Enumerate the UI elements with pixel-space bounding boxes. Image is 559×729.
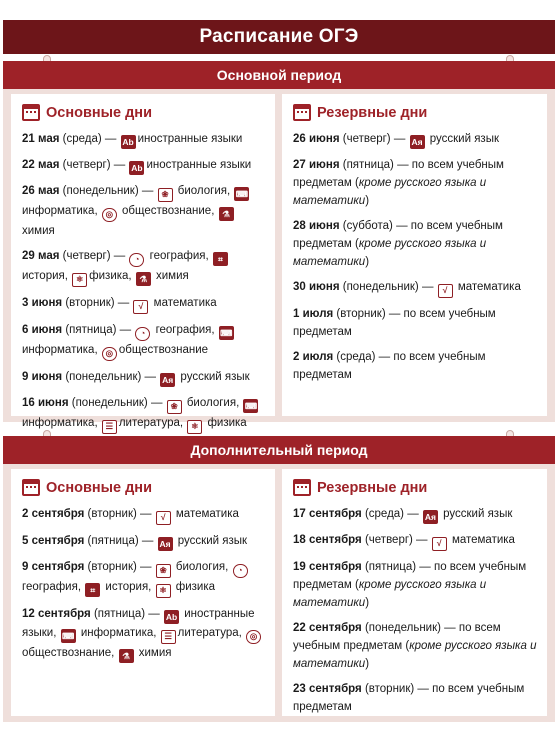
entry-date: 21 мая: [22, 133, 60, 145]
informatics-icon: ⌨: [244, 401, 258, 411]
entry-date: 6 июня: [22, 324, 63, 336]
entry-text: биология,: [183, 397, 243, 409]
schedule-entry: [293, 217, 539, 271]
entry-text: ): [365, 195, 370, 207]
entries-list: [293, 505, 539, 716]
entry-text: химия: [135, 647, 172, 659]
main-days-panel: [11, 94, 275, 431]
reserve-days-panel: [282, 469, 547, 716]
entry-text: (среда) —: [59, 133, 120, 145]
entry-text: (четверг) —: [339, 133, 409, 145]
entry-text: (вторник) — по всем учебным предметам: [293, 308, 496, 338]
schedule-entry: [293, 156, 539, 210]
entry-text: иностранные языки,: [22, 608, 255, 639]
schedule-entry: [22, 247, 267, 287]
entry-note: кроме русского языка и математики: [293, 177, 487, 207]
schedule-entry: [293, 130, 539, 149]
entry-text: (пятница) —: [90, 608, 163, 620]
additional-period-section: [3, 436, 555, 722]
entry-text: история,: [102, 581, 155, 593]
entry-text: ): [365, 256, 370, 268]
entry-text: (вторник) —: [84, 508, 155, 520]
schedule-entry: [22, 558, 267, 598]
entry-text: (понедельник) —: [59, 185, 157, 197]
biology-icon: ❀: [158, 188, 173, 202]
entries-list: [22, 130, 267, 434]
entry-text: география,: [152, 324, 218, 336]
schedule-entry: [293, 619, 539, 673]
entry-note: кроме русского языка и математики: [293, 238, 487, 268]
entry-date: 30 июня: [293, 281, 340, 293]
entry-date: 12 сентября: [22, 608, 91, 620]
entry-text: иностранные языки: [146, 159, 252, 171]
period-header: [3, 436, 555, 464]
schedule-entry: [293, 278, 539, 298]
calendar-icon: [22, 479, 40, 496]
history-icon: ⌗: [85, 583, 100, 597]
chemistry-icon: ⚗: [136, 272, 151, 286]
schedule-entry: [293, 348, 539, 384]
entry-text: (понедельник) —: [62, 371, 160, 383]
entry-text: химия: [22, 225, 55, 237]
schedule-entry: [22, 605, 267, 663]
schedule-entry: [22, 321, 267, 361]
entry-text: математика: [448, 534, 515, 546]
social-studies-icon: ◎: [102, 347, 117, 361]
informatics-icon: ⌨: [235, 189, 249, 199]
physics-icon: ⚛: [156, 584, 171, 598]
entry-text: иностранные языки: [137, 133, 243, 145]
entry-date: 16 июня: [22, 397, 69, 409]
entry-date: 26 мая: [22, 185, 60, 197]
schedule-entry: [293, 531, 539, 551]
russian-icon: Ая: [162, 375, 174, 385]
entry-text: химия: [152, 270, 189, 282]
entry-text: (пятница) —: [84, 535, 157, 547]
entry-text: география,: [22, 581, 85, 593]
math-icon: √: [156, 511, 171, 525]
entry-text: литература,: [118, 417, 187, 429]
entry-text: литература,: [177, 627, 246, 639]
entry-text: (понедельник) —: [339, 281, 437, 293]
main-days-panel: [11, 469, 275, 716]
entry-date: 27 июня: [293, 159, 340, 171]
entry-text: обществознание: [118, 344, 209, 356]
literature-icon: ☰: [161, 630, 176, 644]
entry-date: 18 сентября: [293, 534, 362, 546]
entry-text: математика: [172, 508, 239, 520]
entry-text: информатика,: [22, 205, 101, 217]
geography-icon: ◔: [129, 253, 144, 267]
calendar-icon: [22, 104, 40, 121]
entry-text: ): [365, 658, 370, 670]
entry-date: 2 сентября: [22, 508, 85, 520]
chemistry-icon: ⚗: [219, 207, 234, 221]
period-header: [3, 61, 555, 89]
schedule-entry: [22, 182, 267, 240]
biology-icon: ❀: [167, 400, 182, 414]
math-icon: √: [432, 537, 447, 551]
entry-text: (среда) — по всем учебным предметам: [293, 351, 486, 381]
schedule-entry: [293, 680, 539, 716]
page-title: Расписание ОГЭ: [199, 26, 359, 47]
math-icon: √: [133, 300, 148, 314]
entry-text: (пятница) — по всем учебным предметам (: [293, 159, 504, 189]
panel-header: [293, 479, 539, 496]
history-icon: ⌗: [213, 252, 228, 266]
panel-header: [293, 104, 539, 121]
entry-text: (суббота) — по всем учебным предметам (: [293, 220, 503, 250]
physics-icon: ⚛: [187, 420, 202, 434]
schedule-entry: [293, 305, 539, 341]
entry-text: (четверг) —: [361, 534, 431, 546]
schedule-entry: [22, 505, 267, 525]
social-studies-icon: ◎: [102, 208, 117, 222]
entry-text: (пятница) —: [62, 324, 135, 336]
entry-date: 9 июня: [22, 371, 63, 383]
entry-text: история,: [22, 270, 72, 282]
entry-text: физика,: [89, 270, 135, 282]
entry-text: биология,: [172, 561, 232, 573]
entry-text: русский язык: [174, 535, 248, 547]
entry-text: физика: [172, 581, 216, 593]
russian-icon: Ая: [424, 512, 436, 522]
entry-text: (четверг) —: [59, 250, 129, 262]
schedule-entry: [293, 505, 539, 524]
schedule-entry: [22, 532, 267, 551]
entry-text: география,: [146, 250, 212, 262]
schedule-entry: [22, 368, 267, 387]
entry-date: 22 мая: [22, 159, 60, 171]
entry-text: (понедельник) — по всем учебным предметам (: [293, 622, 501, 652]
entry-text: математика: [454, 281, 521, 293]
entry-text: русский язык: [177, 371, 250, 383]
entry-text: математика: [150, 297, 217, 309]
math-icon: √: [438, 284, 453, 298]
panel-title: Резервные дни: [317, 104, 428, 121]
entry-text: информатика,: [77, 627, 160, 639]
entry-text: информатика,: [22, 344, 101, 356]
biology-icon: ❀: [156, 564, 171, 578]
reserve-days-panel: [282, 94, 547, 416]
schedule-entry: [22, 156, 267, 175]
entry-text: (среда) —: [361, 508, 422, 520]
entry-text: (вторник) —: [62, 297, 133, 309]
calendar-icon: [293, 104, 311, 121]
calendar-icon: [293, 479, 311, 496]
russian-icon: Ая: [411, 137, 423, 147]
schedule-entry: [22, 294, 267, 314]
panel-title: Основные дни: [46, 104, 152, 121]
entry-note: кроме русского языка и математики: [293, 579, 487, 609]
period-title: Основной период: [216, 67, 342, 83]
entry-date: 3 июня: [22, 297, 63, 309]
entry-text: (понедельник) —: [68, 397, 166, 409]
panel-header: [22, 479, 267, 496]
entry-text: физика: [204, 417, 247, 429]
entry-note: кроме русского языка и математики: [293, 640, 537, 670]
physics-icon: ⚛: [72, 273, 87, 287]
chemistry-icon: ⚗: [119, 649, 134, 663]
literature-icon: ☰: [102, 420, 117, 434]
entries-list: [293, 130, 539, 384]
entry-text: информатика,: [22, 417, 101, 429]
entry-date: 28 июня: [293, 220, 340, 232]
panel-title: Резервные дни: [317, 479, 428, 496]
entry-date: 26 июня: [293, 133, 340, 145]
entries-list: [22, 505, 267, 663]
panel-header: [22, 104, 267, 121]
schedule-entry: [293, 558, 539, 612]
entry-text: русский язык: [439, 508, 513, 520]
title-bar: [3, 20, 555, 54]
schedule-entry: [22, 130, 267, 149]
informatics-icon: ⌨: [220, 328, 233, 338]
entry-text: ): [365, 597, 370, 609]
russian-icon: Ая: [159, 539, 171, 549]
entry-date: 2 июля: [293, 351, 334, 363]
entry-text: (вторник) —: [84, 561, 155, 573]
entry-date: 22 сентября: [293, 622, 362, 634]
languages-icon: Ab: [122, 137, 134, 147]
entry-text: обществознание,: [118, 205, 218, 217]
geography-icon: ◔: [233, 564, 248, 578]
entry-date: 29 мая: [22, 250, 60, 262]
social-studies-icon: ◎: [246, 630, 261, 644]
entry-date: 1 июля: [293, 308, 334, 320]
entry-text: обществознание,: [22, 647, 118, 659]
languages-icon: Ab: [165, 612, 178, 622]
languages-icon: Ab: [131, 163, 143, 173]
entry-text: биология,: [174, 185, 234, 197]
entry-date: 19 сентября: [293, 561, 362, 573]
entry-date: 23 сентября: [293, 683, 362, 695]
panel-title: Основные дни: [46, 479, 152, 496]
period-title: Дополнительный период: [190, 442, 368, 458]
geography-icon: ◔: [135, 327, 150, 341]
entry-text: (пятница) — по всем учебным предметам (: [293, 561, 527, 591]
entry-date: 9 сентября: [22, 561, 85, 573]
informatics-icon: ⌨: [61, 631, 75, 641]
schedule-entry: [22, 394, 267, 434]
entry-date: 5 сентября: [22, 535, 85, 547]
entry-text: (вторник) — по всем учебным предметам: [293, 683, 525, 713]
entry-text: русский язык: [426, 133, 499, 145]
entry-date: 17 сентября: [293, 508, 362, 520]
main-period-section: [3, 61, 555, 431]
entry-text: (четверг) —: [59, 159, 129, 171]
